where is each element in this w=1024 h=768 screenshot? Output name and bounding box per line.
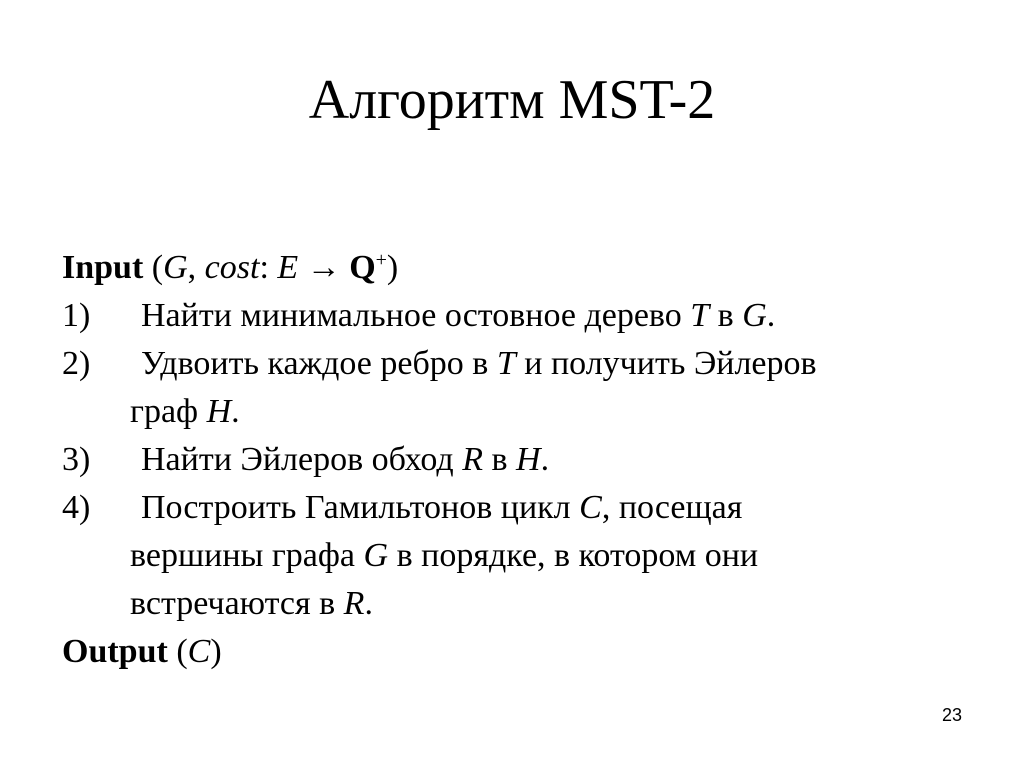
- input-arrow: →: [298, 249, 350, 286]
- step-4: [62, 484, 962, 532]
- step-text: в: [482, 441, 517, 478]
- step-var: C: [579, 489, 602, 526]
- input-comma: ,: [187, 249, 205, 286]
- step-text: встречаются в: [130, 585, 344, 622]
- step-number: 1): [62, 297, 91, 334]
- input-colon: :: [259, 249, 278, 286]
- step-text: , посещая: [601, 489, 743, 526]
- input-keyword: Input: [62, 249, 144, 286]
- step-number: 2): [62, 345, 91, 382]
- step-var: T: [496, 345, 516, 382]
- step-text: .: [766, 297, 776, 334]
- input-line: [62, 244, 962, 292]
- input-plus-sup: +: [375, 249, 387, 271]
- step-number: 4): [62, 489, 91, 526]
- step-text: Найти Эйлеров обход: [141, 441, 463, 478]
- step-2: [62, 340, 962, 388]
- output-line: [62, 628, 962, 676]
- step-var: R: [462, 441, 483, 478]
- input-paren-close: ): [386, 249, 399, 286]
- step-1: [62, 292, 962, 340]
- step-var: G: [363, 537, 389, 574]
- step-4-continuation: [62, 532, 962, 580]
- step-text: Найти минимальное остовное дерево: [141, 297, 691, 334]
- step-number: 3): [62, 441, 91, 478]
- step-3: [62, 436, 962, 484]
- step-text: граф: [130, 393, 207, 430]
- output-paren-close: ): [210, 633, 222, 670]
- step-text: в: [709, 297, 743, 334]
- step-4-continuation: [62, 580, 962, 628]
- output-paren-open: (: [167, 633, 188, 670]
- step-text: Удвоить каждое ребро в: [141, 345, 497, 382]
- step-text: Построить Гамильтонов цикл: [141, 489, 580, 526]
- input-cost-var: cost: [204, 249, 260, 286]
- step-2-continuation: [62, 388, 962, 436]
- slide-title: Алгоритм MST-2: [308, 69, 716, 131]
- step-text: .: [540, 441, 550, 478]
- input-paren-open: (: [151, 249, 164, 286]
- page-number: 23: [941, 705, 962, 725]
- step-text: .: [364, 585, 373, 622]
- step-text: .: [231, 393, 240, 430]
- step-text: и получить Эйлеров: [515, 345, 817, 382]
- step-var: T: [690, 297, 710, 334]
- step-text: в порядке, в котором они: [388, 537, 759, 574]
- output-cycle-var: C: [187, 633, 211, 670]
- input-graph-var: G: [163, 249, 188, 286]
- step-var: H: [206, 393, 232, 430]
- step-text: вершины графа: [130, 537, 364, 574]
- step-var: G: [742, 297, 767, 334]
- input-rationals: Q: [349, 249, 376, 286]
- algorithm-body: [62, 244, 962, 676]
- input-edges-var: E: [277, 249, 299, 286]
- step-var: H: [516, 441, 541, 478]
- output-keyword: Output: [62, 633, 168, 670]
- step-var: R: [343, 585, 365, 622]
